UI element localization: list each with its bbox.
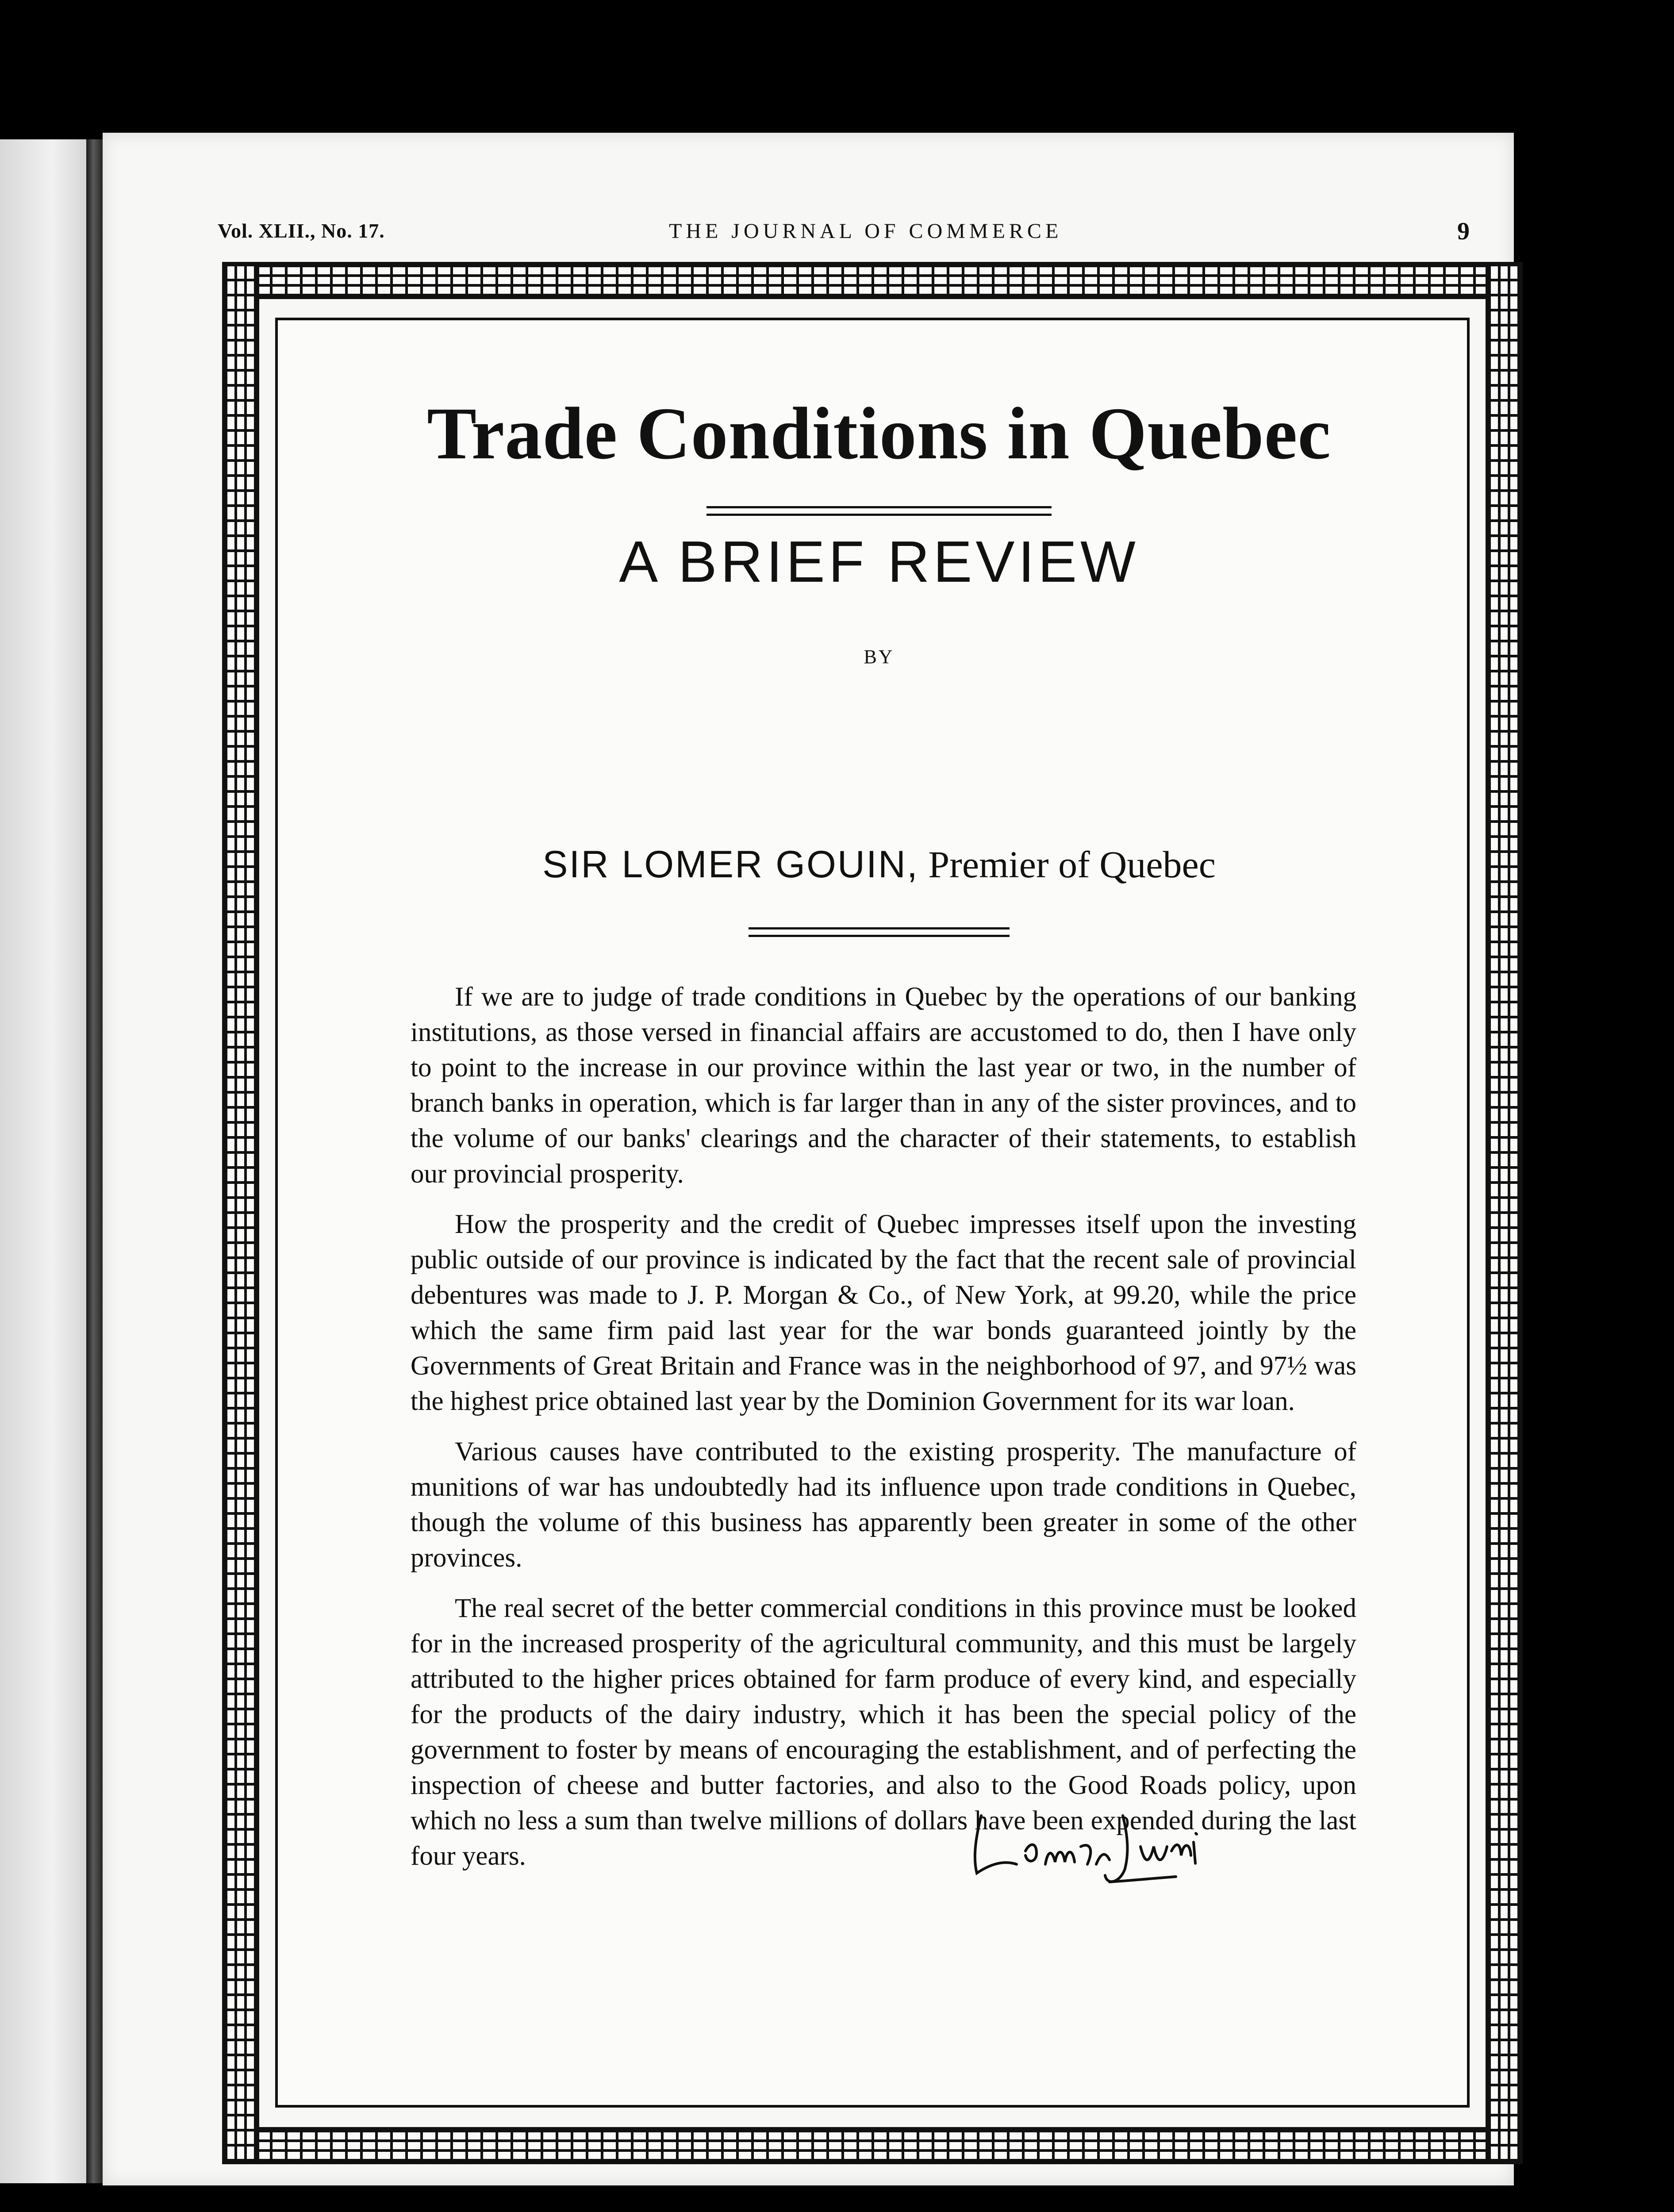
article-title: Trade Conditions in Quebec [427, 392, 1331, 475]
greek-key-border-right [1486, 262, 1523, 2164]
author-double-rule [749, 927, 1010, 937]
page-gutter [86, 139, 104, 2183]
greek-key-border-bottom [222, 2127, 1523, 2164]
volume-label: Vol. XLII., No. 17. [218, 219, 385, 242]
handwritten-signature [964, 1798, 1264, 1891]
journal-page [103, 133, 1514, 2185]
byline-by: BY [864, 646, 895, 668]
greek-key-border-top [222, 262, 1523, 299]
paragraph: If we are to judge of trade conditions in Quebec by the operations of our banking institutions, as those versed in financial affairs are accustomed to do, then I have only to point to the increase in our province within the last year or two, in the number of branch banks in operation, which is far larger than in any of the sister provinces, and to the volume of our banks' clearings and the character of their statements, to establish our provincial prosperity. [411, 982, 1356, 1189]
running-header [218, 219, 1509, 254]
article-box [275, 318, 1470, 2108]
page-number: 9 [1457, 218, 1470, 245]
paragraph: How the prosperity and the credit of Quebec impresses itself upon the investing public outside of our province is indicated by the fact that the recent sale of provincial debentures was made to J. P. Morgan & Co., of New York, at 99.20, while the price which the same firm paid last year for the war bonds guaranteed jointly by the Governments of Great Britain and France was in the neighborhood of 97, and 97½ was the highest price obtained last year by the Dominion Government for its war loan. [411, 1210, 1356, 1416]
paragraph: Various causes have contributed to the existing prosperity. The manufacture of munitions of war has undoubtedly had its influence upon trade conditions in Quebec, though the volume of this business has apparently been greater in some of the other provinces. [411, 1437, 1356, 1573]
facing-page-edge [0, 139, 95, 2183]
decorative-border [222, 262, 1523, 2164]
paragraph: The real secret of the better commercial conditions in this province must be looked for in the increased prosperity of the agricultural community, and this must be largely attributed to the higher prices obtained for farm produce of every kind, and especially for the products of the dairy industry, which it has been the special policy of the government to foster by means of encouraging the establishment, and of perfecting the inspection of cheese and butter factories, and also to the Good Roads policy, upon which no less a sum than twelve millions of dollars have been expended during the last four years. [411, 1594, 1356, 1871]
greek-key-border-left [222, 262, 259, 2164]
author-line [362, 842, 1396, 887]
author-role: Premier of Quebec [928, 843, 1216, 886]
article-body [411, 979, 1356, 1889]
article-subtitle: A BRIEF REVIEW [619, 529, 1139, 594]
publication-title: THE JOURNAL OF COMMERCE [669, 219, 1063, 243]
author-name: SIR LOMER GOUIN, [542, 843, 919, 886]
title-double-rule [706, 506, 1052, 516]
